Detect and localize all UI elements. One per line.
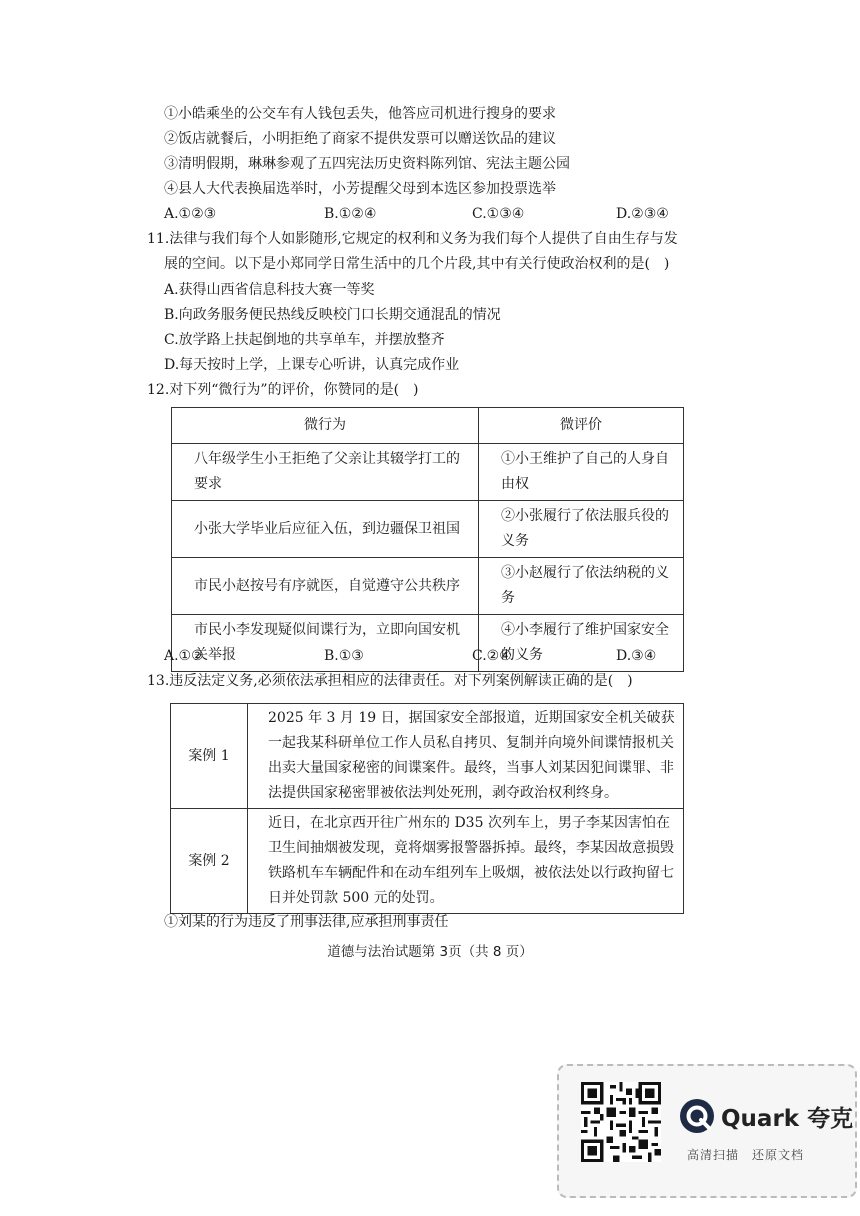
table-row <box>172 501 684 558</box>
q12-behavior-4: 市民小李发现疑似间谍行为，立即向国安机关举报 <box>172 615 479 672</box>
quark-watermark <box>557 1064 857 1198</box>
q10-item-1: ①小皓乘坐的公交车有人钱包丢失，他答应司机进行搜身的要求 <box>164 106 556 122</box>
q10-item-2: ②饭店就餐后，小明拒绝了商家不提供发票可以赠送饮品的建议 <box>164 131 556 147</box>
qr-code-icon <box>581 1082 661 1162</box>
q11-option-a: A.获得山西省信息科技大赛一等奖 <box>164 282 375 298</box>
q12-option-d: D.③④ <box>616 648 657 664</box>
quark-brand-name: Quark 夸克 <box>721 1106 854 1132</box>
q11-option-d: D.每天按时上学，上课专心听讲，认真完成作业 <box>164 357 460 373</box>
q13-item-1: ①刘某的行为违反了刑事法律,应承担刑事责任 <box>164 914 449 930</box>
q13-case-table <box>170 703 684 914</box>
q13-case-1-text: 2025 年 3 月 19 日，据国家安全部报道，近期国家安全机关破获一起我某科研单位工作人员私自拷贝、复制并向境外间谍情报机关出卖大量国家秘密的间谍案件。最终，当事人刘某因犯间谍罪、非法提供国家秘密罪被依法判处死刑，剥夺政治权利终身。 <box>248 704 684 809</box>
table-row <box>172 444 684 501</box>
q12-table <box>171 407 684 672</box>
q13-case-1-label: 案例 1 <box>171 704 248 809</box>
q11-option-c: C.放学路上扶起倒地的共享单车，并摆放整齐 <box>164 332 445 348</box>
table-row <box>171 809 684 914</box>
q12-options <box>164 646 684 666</box>
q13-stem: 13.违反法定义务,必须依法承担相应的法律责任。对下列案例解读正确的是( ) <box>147 673 633 689</box>
page-footer: 道德与法治试题第 3页（共 8 页） <box>327 944 533 960</box>
q11-stem-line2: 展的空间。以下是小郑同学日常生活中的几个片段,其中有关行使政治权利的是( ) <box>164 256 670 272</box>
q12-option-c: C.②④ <box>472 648 512 664</box>
q12-behavior-2: 小张大学毕业后应征入伍，到边疆保卫祖国 <box>172 501 479 558</box>
q12-behavior-1: 八年级学生小王拒绝了父亲让其辍学打工的要求 <box>172 444 479 501</box>
q12-evaluation-1: ①小王维护了自己的人身自由权 <box>479 444 684 501</box>
q10-option-a: A.①②③ <box>164 206 217 222</box>
quark-logo <box>679 1096 854 1136</box>
quark-logo-icon <box>679 1098 715 1134</box>
q12-header-evaluation: 微评价 <box>479 408 684 444</box>
q10-item-3: ③清明假期，琳琳参观了五四宪法历史资料陈列馆、宪法主题公园 <box>164 156 570 172</box>
q10-options <box>164 204 684 224</box>
q11-stem-line1: 11.法律与我们每个人如影随形,它规定的权利和义务为我们每个人提供了自由生存与发 <box>147 231 678 247</box>
q12-stem: 12.对下列“微行为”的评价，你赞同的是( ) <box>147 382 419 398</box>
q11-option-b: B.向政务服务便民热线反映校门口长期交通混乱的情况 <box>164 307 501 323</box>
q12-option-b: B.①③ <box>324 648 364 664</box>
quark-slogan: 高清扫描 还原文档 <box>687 1148 805 1162</box>
q12-option-a: A.①② <box>164 648 204 664</box>
q10-option-d: D.②③④ <box>616 206 669 222</box>
q13-case-2-text: 近日，在北京西开往广州东的 D35 次列车上，男子李某因害怕在卫生间抽烟被发现，竟将烟雾报警器拆掉。最终，李某因故意损毁铁路机车车辆配件和在动车组列车上吸烟，被依法处以行政拘留七日并处罚款 500 元的处罚。 <box>248 809 684 914</box>
q12-evaluation-2: ②小张履行了依法服兵役的义务 <box>479 501 684 558</box>
q12-header-behavior: 微行为 <box>172 408 479 444</box>
q10-option-b: B.①②④ <box>324 206 377 222</box>
q10-item-4: ④县人大代表换届选举时，小芳提醒父母到本选区参加投票选举 <box>164 181 556 197</box>
q10-option-c: C.①③④ <box>472 206 525 222</box>
table-row <box>171 704 684 809</box>
q12-evaluation-4: ④小李履行了维护国家安全的义务 <box>479 615 684 672</box>
table-row <box>172 558 684 615</box>
q12-evaluation-3: ③小赵履行了依法纳税的义务 <box>479 558 684 615</box>
q13-case-2-label: 案例 2 <box>171 809 248 914</box>
q12-behavior-3: 市民小赵按号有序就医，自觉遵守公共秩序 <box>172 558 479 615</box>
